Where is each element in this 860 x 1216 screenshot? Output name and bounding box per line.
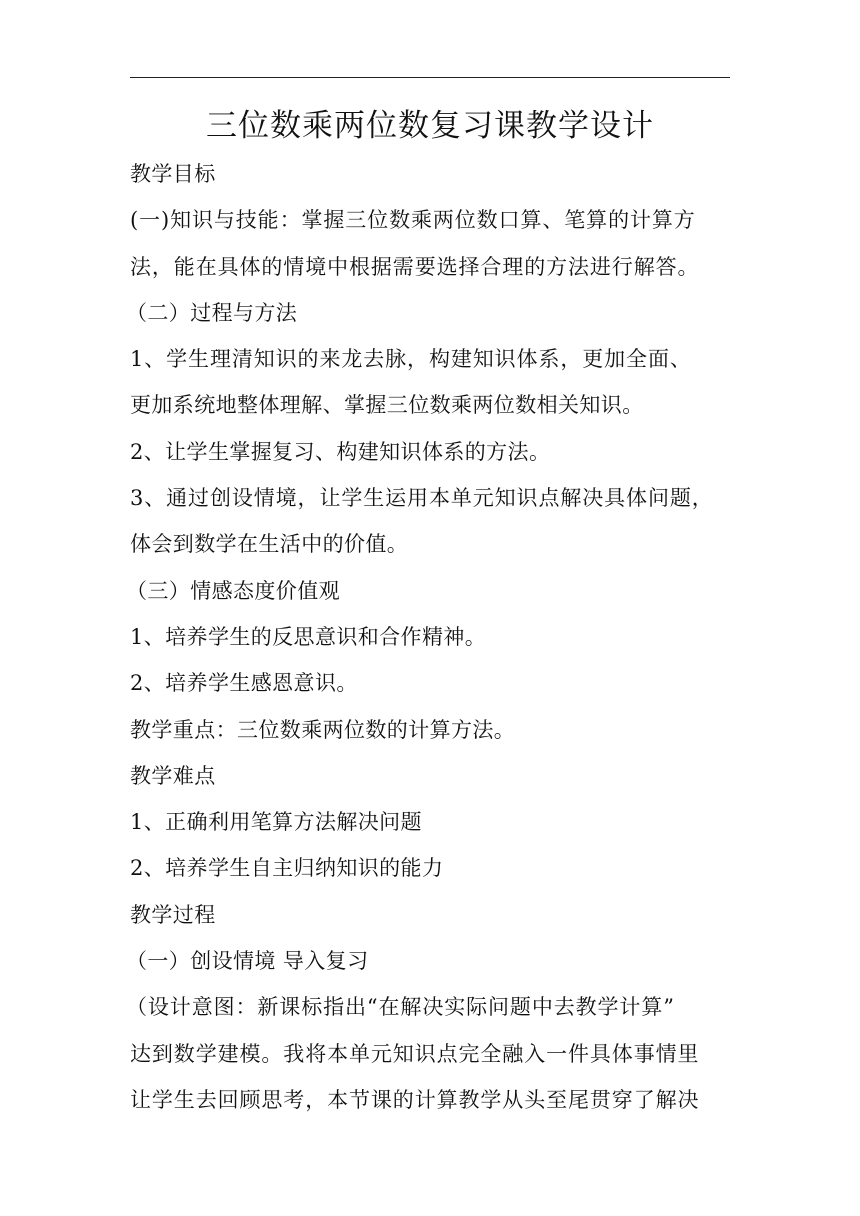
paragraph-line: 2、培养学生自主归纳知识的能力 [130,856,444,881]
document-body [126,151,735,1123]
heading-teaching-focus: 教学重点：三位数乘两位数的计算方法。 [130,717,516,742]
paragraph-line: （设计意图：新课标指出“在解决实际问题中去教学计算” [126,995,675,1020]
paragraph-line: 3、通过创设情境，让学生运用本单元知识点解决具体问题， [130,486,714,511]
paragraph-line: 法，能在具体的情境中根据需要选择合理的方法进行解答。 [130,254,700,279]
paragraph-line: 1、学生理清知识的来龙去脉，构建知识体系，更加全面、 [130,347,692,372]
heading-teaching-difficulty: 教学难点 [130,763,216,788]
paragraph-line: 达到数学建模。我将本单元知识点完全融入一件具体事情里 [130,1041,700,1066]
paragraph-line: 让学生去回顾思考，本节课的计算教学从头至尾贯穿了解决 [130,1087,700,1112]
paragraph-line: 1、培养学生的反思意识和合作精神。 [130,624,487,649]
heading-teaching-goals: 教学目标 [130,162,216,186]
paragraph-line: (一)知识与技能：掌握三位数乘两位数口算、笔算的计算方 [130,208,696,233]
paragraph-line: 2、培养学生感恩意识。 [130,671,358,696]
paragraph-line: 体会到数学在生活中的价值。 [130,532,409,557]
subheading-process-methods: （二）过程与方法 [126,300,298,325]
header-rule [130,77,730,78]
paragraph-line: 更加系统地整体理解、掌握三位数乘两位数相关知识。 [130,393,644,418]
subheading-create-situation: （一）创设情境 导入复习 [126,949,369,974]
heading-teaching-process: 教学过程 [130,902,216,927]
paragraph-line: 1、正确利用笔算方法解决问题 [130,810,422,835]
document-title: 三位数乘两位数复习课教学设计 [206,108,654,144]
subheading-emotion-values: （三）情感态度价值观 [126,578,340,603]
paragraph-line: 2、让学生掌握复习、构建知识体系的方法。 [130,439,551,464]
